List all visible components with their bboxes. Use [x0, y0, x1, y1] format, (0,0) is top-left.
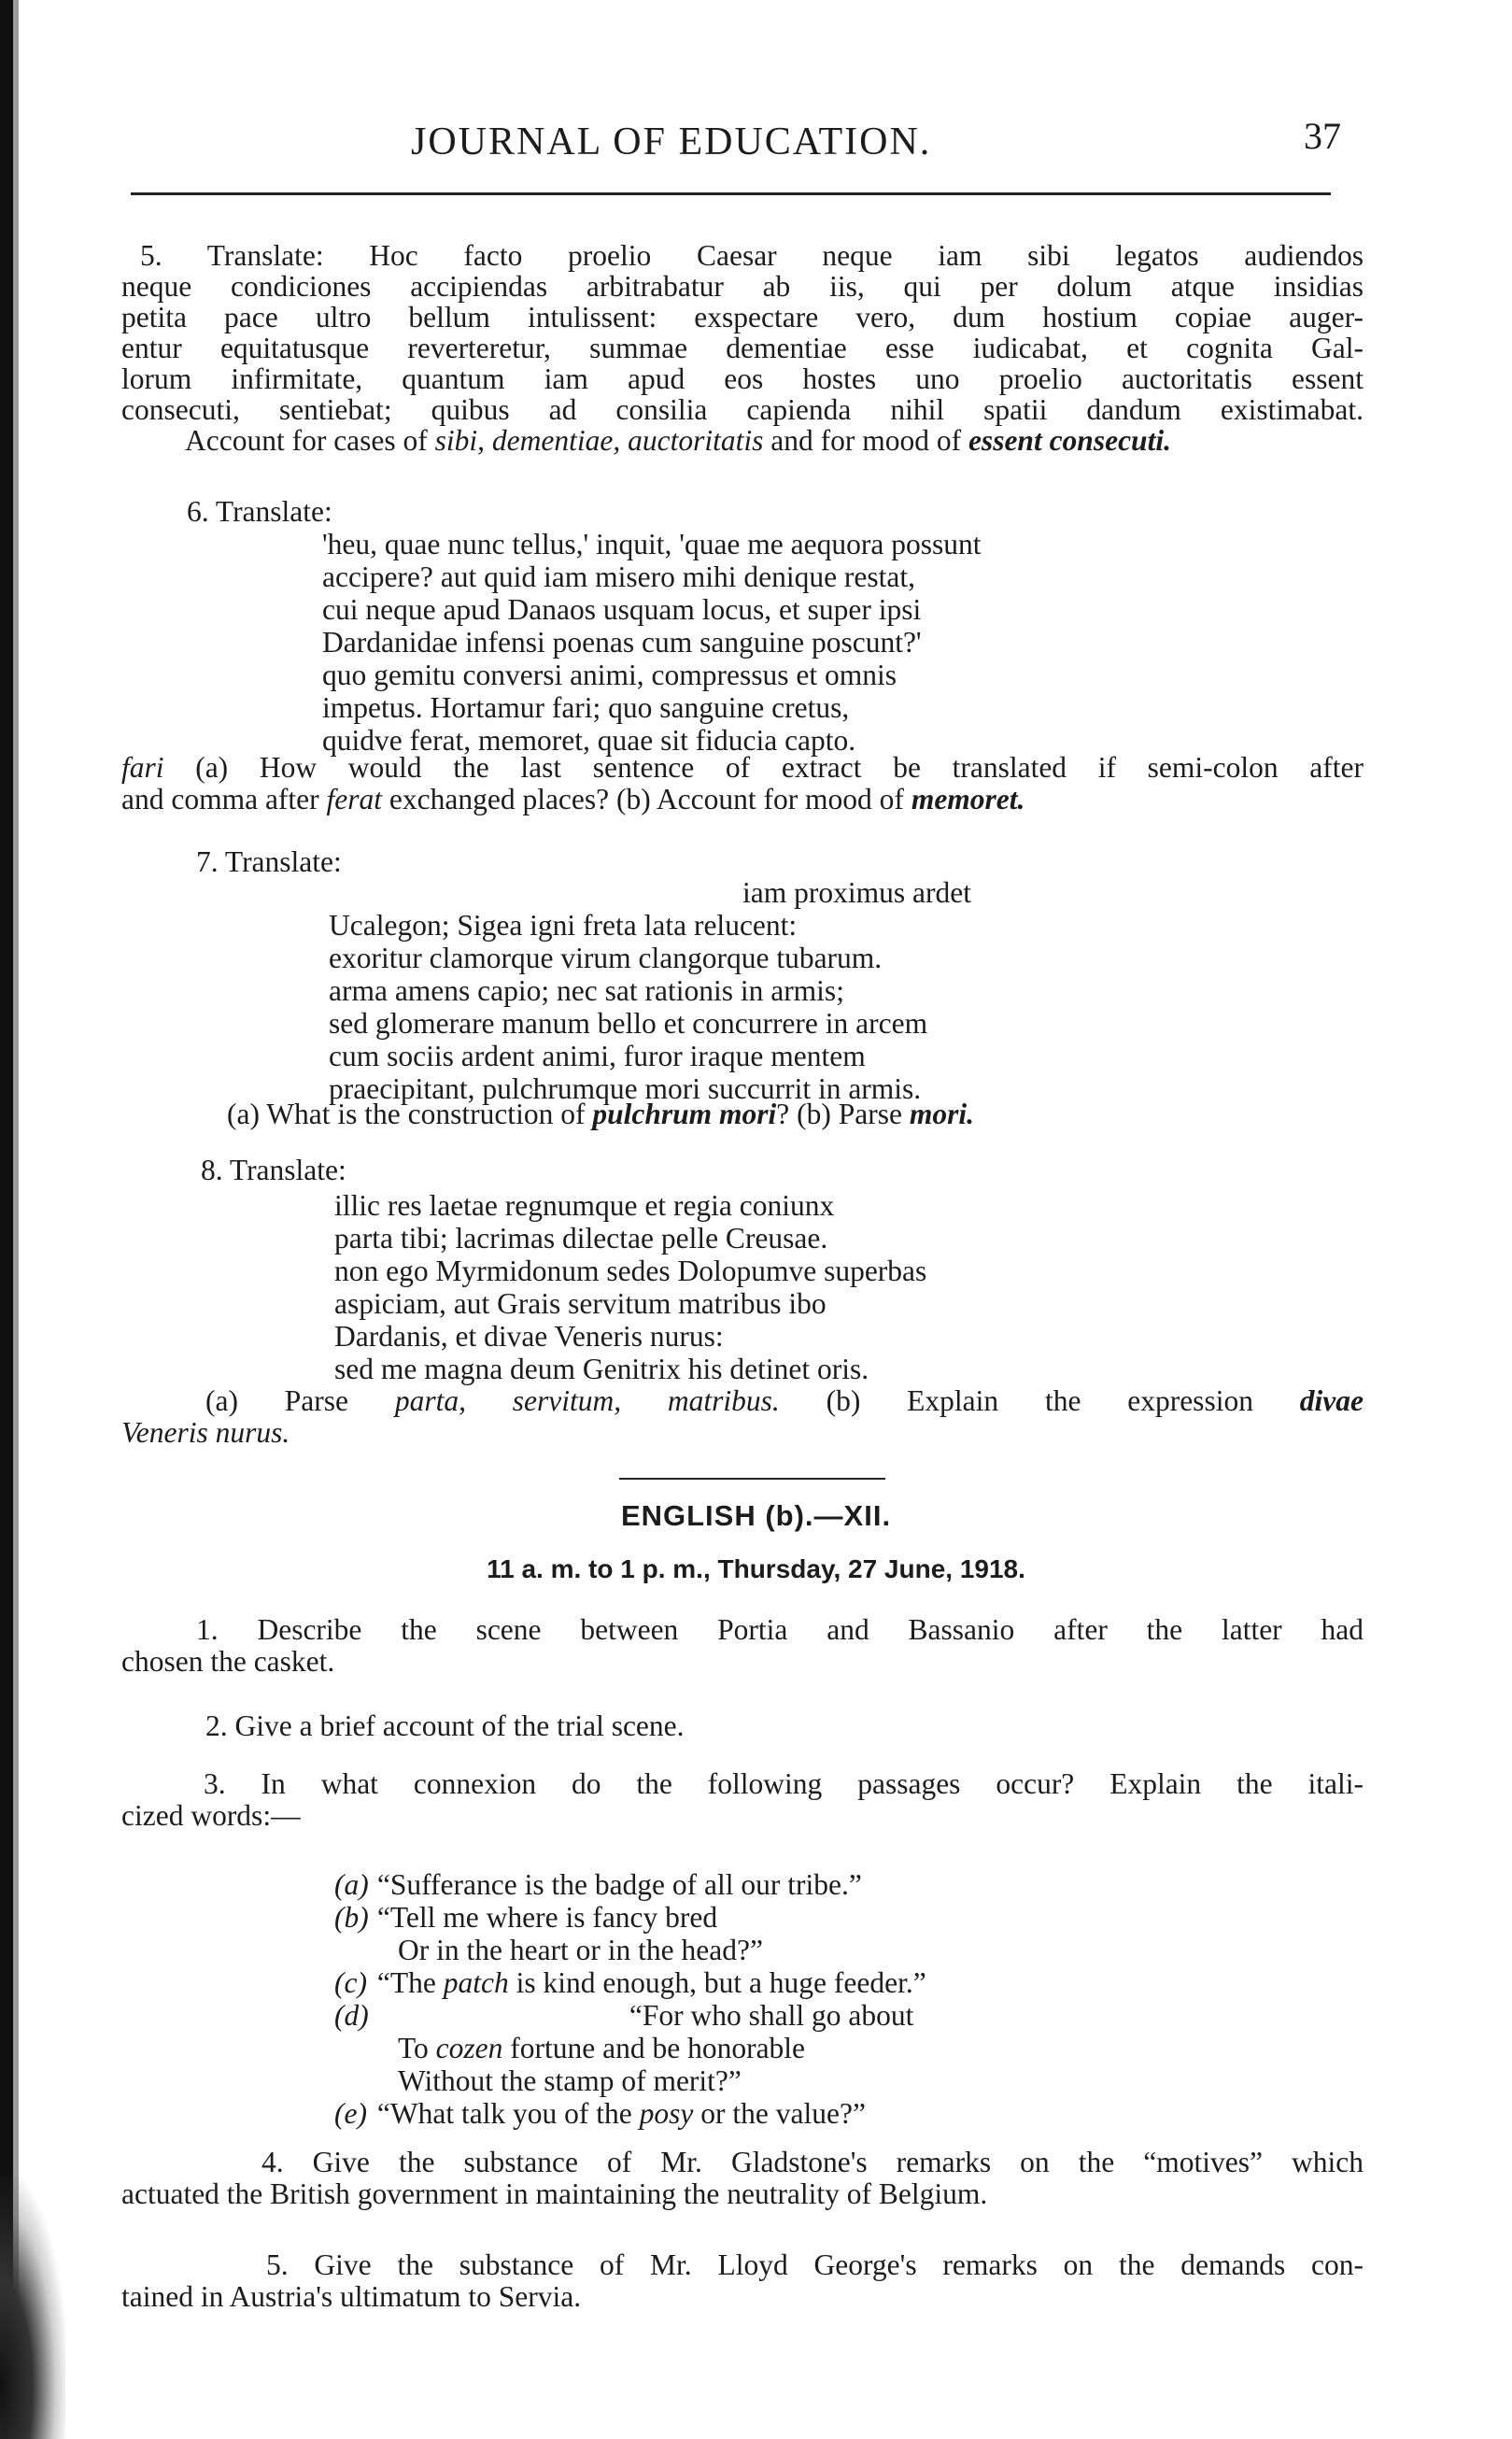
q5-line: entur equitatusque reverteretur, summae dementiae esse iudicabat, et cognita Gal- — [121, 332, 1364, 364]
q6-label: 6. Translate: — [187, 495, 332, 528]
q7-question: (a) What is the construction of pulchrum mori? (b) Parse mori. — [227, 1098, 974, 1130]
journal-title: JOURNAL OF EDUCATION. — [411, 121, 932, 163]
passage-b: (b) “Tell me where is fancy bred — [334, 1901, 718, 1934]
section-title: ENGLISH (b).—XII. — [620, 1499, 892, 1532]
verse-line: sed glomerare manum bello et concurrere in arcem — [329, 1007, 928, 1040]
q7-label: 7. Translate: — [196, 845, 342, 878]
q5-line: 5. Translate: Hoc facto proelio Caesar neque iam sibi legatos audiendos — [140, 239, 1364, 272]
passage-a: (a) “Sufferance is the badge of all our tribe.” — [334, 1868, 862, 1901]
q6-verse — [322, 528, 981, 757]
verse-line: non ego Myrmidonum sedes Dolopumve superbas — [334, 1255, 927, 1287]
english-q1: 1. Describe the scene between Portia and Bassanio after the latter had chosen the casket. — [121, 1613, 1364, 1678]
passage-d-cont: Without the stamp of merit?” — [398, 2064, 742, 2097]
q8-verse — [334, 1189, 926, 1385]
verse-line: exoritur clamorque virum clangorque tubarum. — [329, 942, 883, 974]
passage-c: (c) “The patch is kind enough, but a huge feeder.” — [334, 1966, 926, 1999]
english-q5: 5. Give the substance of Mr. Lloyd George's remarks on the demands con- tained in Austria's ultimatum to Servia. — [121, 2248, 1364, 2313]
section-divider — [619, 1478, 885, 1480]
verse-line: cui neque apud Danaos usquam locus, et super ipsi — [322, 593, 922, 626]
verse-line: sed me magna deum Genitrix his detinet oris. — [334, 1353, 869, 1385]
verse-line: quo gemitu conversi animi, compressus et omnis — [322, 659, 897, 691]
q7-verse — [329, 909, 927, 1105]
verse-line: illic res laetae regnumque et regia coniunx — [334, 1189, 835, 1222]
ink-smudge — [0, 2177, 65, 2439]
binding-edge — [0, 0, 13, 2439]
verse-line: accipere? aut quid iam misero mihi denique restat, — [322, 560, 916, 593]
q5-line: petita pace ultro bellum intulissent: exspectare vero, dum hostium copiae auger- — [121, 301, 1364, 333]
english-q3: 3. In what connexion do the following passages occur? Explain the itali- cized words:— — [121, 1767, 1364, 1832]
verse-line: praecipitant, pulchrumque mori succurrit in armis. — [329, 1072, 922, 1105]
verse-line: 'heu, quae nunc tellus,' inquit, 'quae me aequora possunt — [322, 528, 982, 560]
q5-line: lorum infirmitate, quantum iam apud eos hostes uno proelio auctoritatis essent — [121, 362, 1364, 395]
q8-label: 8. Translate: — [201, 1154, 346, 1186]
q5-account: Account for cases of sibi, dementiae, auctoritatis and for mood of essent consecuti. — [185, 424, 1171, 457]
english-q2: 2. Give a brief account of the trial scene. — [205, 1709, 685, 1742]
verse-line: Ucalegon; Sigea igni freta lata relucent: — [329, 909, 798, 942]
question-5 — [121, 240, 1364, 456]
q7-verse-first: iam proximus ardet — [742, 876, 971, 909]
passage-d: (d) “For who shall go about — [334, 1999, 914, 2032]
q8-question-cont: Veneris nurus. — [121, 1416, 290, 1449]
q6-question: fari (a) How would the last sentence of extract be translated if semi-colon after and comma after ferat exchanged places? (b) Account for mood of memoret. — [121, 751, 1364, 815]
quoted-passages — [334, 1868, 926, 2130]
verse-line: parta tibi; lacrimas dilectae pelle Creusae. — [334, 1222, 828, 1255]
verse-line: Dardanis, et divae Veneris nurus: — [334, 1320, 724, 1353]
verse-line: cum sociis ardent animi, furor iraque mentem — [329, 1040, 866, 1072]
q8-question: (a) Parse parta, servitum, matribus. (b) Explain the expression divae Veneris nurus. — [121, 1384, 1364, 1449]
passage-d-cont: To cozen fortune and be honorable — [398, 2032, 806, 2064]
q6-fari: fari — [121, 751, 164, 784]
verse-line: impetus. Hortamur fari; quo sanguine cretus, — [322, 691, 850, 724]
passage-e: (e) “What talk you of the posy or the value?” — [334, 2097, 866, 2130]
header-rule — [131, 192, 1331, 195]
verse-line: Dardanidae infensi poenas cum sanguine poscunt?' — [322, 626, 922, 659]
passage-b-cont: Or in the heart or in the head?” — [398, 1934, 763, 1966]
verse-line: quidve ferat, memoret, quae sit fiducia capto. — [322, 724, 856, 757]
verse-line: arma amens capio; nec sat rationis in armis; — [329, 974, 844, 1007]
exam-time: 11 a. m. to 1 p. m., Thursday, 27 June, 1918. — [487, 1554, 1025, 1583]
english-q4: 4. Give the substance of Mr. Gladstone's remarks on the “motives” which actuated the British government in maintaining the neutrality of Belgium. — [121, 2146, 1364, 2210]
page-number: 37 — [1304, 115, 1341, 157]
q5-line: neque condiciones accipiendas arbitrabatur ab iis, qui per dolum atque insidias — [121, 270, 1364, 303]
verse-line: aspiciam, aut Grais servitum matribus ibo — [334, 1287, 827, 1320]
binding-shadow — [13, 0, 19, 2439]
q5-line: consecuti, sentiebat; quibus ad consilia capienda nihil spatii dandum existimabat. — [121, 393, 1364, 426]
q6-question-a: (a) How would the last sentence of extract be translated if semi-colon after — [195, 751, 1364, 784]
